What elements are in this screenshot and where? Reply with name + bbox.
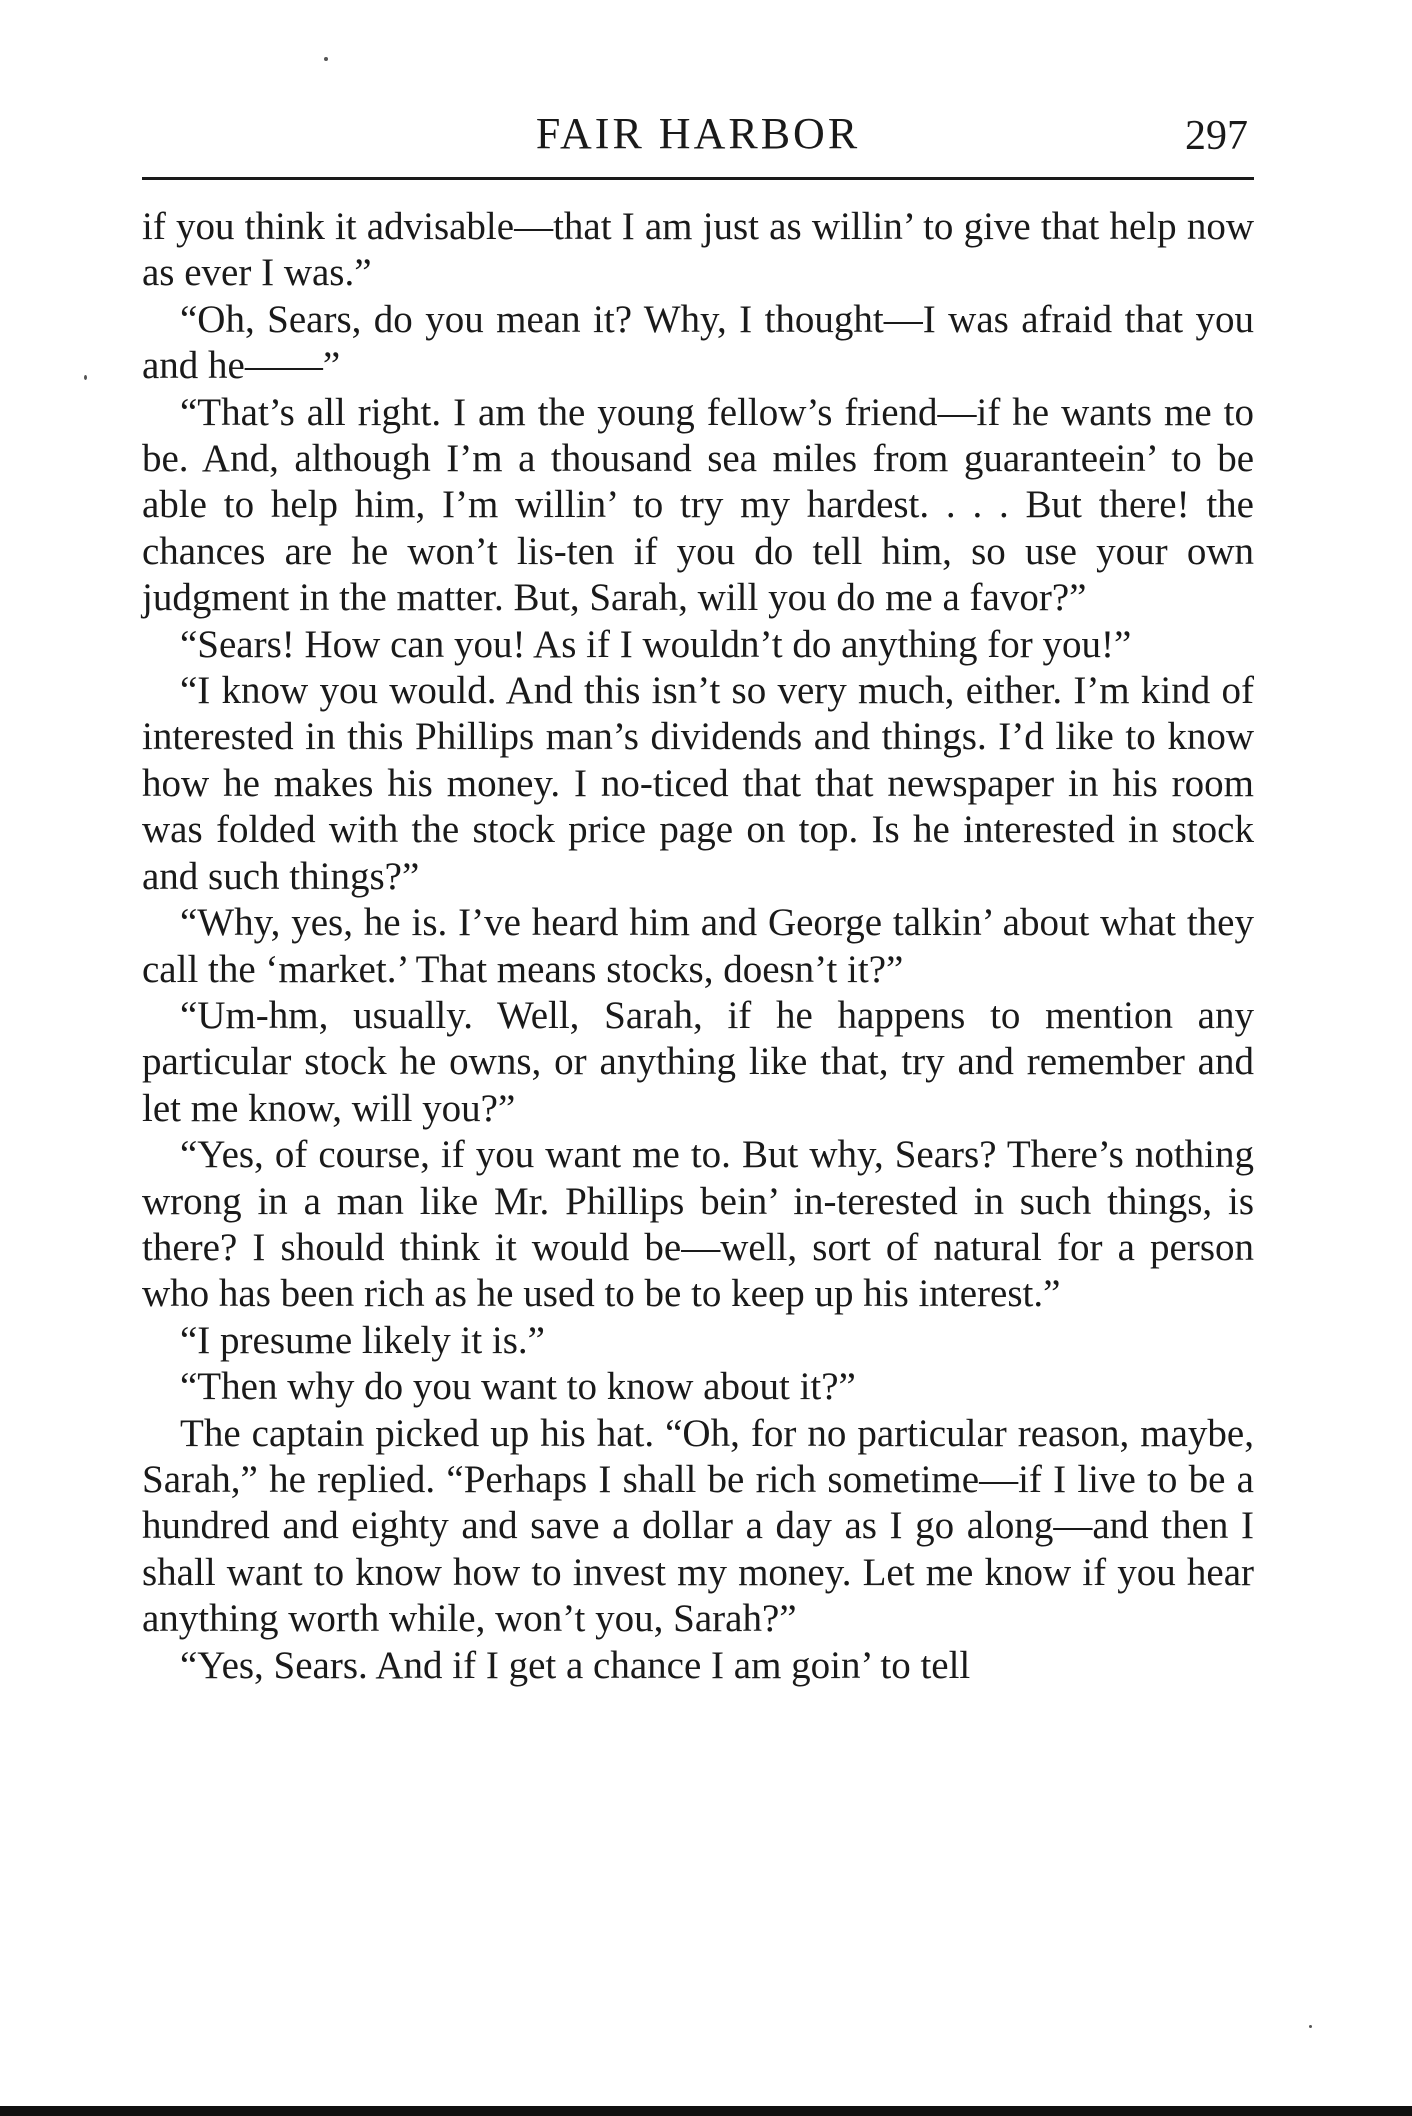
- paragraph: “I know you would. And this isn’t so very much, either. I’m kind of interested in this Phillips man’s dividends and things. I’d like to know how he makes his money. I no-ticed that that newspaper in his room was folded with the stock price page on top. Is he interested in stock and such things?”: [142, 669, 1254, 898]
- stray-mark: [84, 375, 87, 380]
- page-header: [142, 100, 1254, 180]
- scan-bottom-edge: [0, 2106, 1412, 2116]
- paragraph: “Um-hm, usually. Well, Sarah, if he happens to mention any particular stock he owns, or anything like that, try and remember and let me know, will you?”: [142, 993, 1254, 1130]
- running-title: FAIR HARBOR: [535, 109, 861, 158]
- stray-mark: [1309, 2025, 1312, 2028]
- body-text: [142, 204, 1254, 1689]
- paragraph: “Yes, Sears. And if I get a chance I am goin’ to tell: [180, 1643, 971, 1687]
- paragraph: “Why, yes, he is. I’ve heard him and George talkin’ about what they call the ‘market.’ That means stocks, doesn’t it?”: [142, 901, 1254, 991]
- paragraph: “Yes, of course, if you want me to. But why, Sears? There’s nothing wrong in a man like Mr. Phillips bein’ in-terested in such things, is there? I should think it would be—well, sort of natural for a person who has been rich as he used to be to keep up his interest.”: [142, 1133, 1254, 1316]
- paragraph: “Sears! How can you! As if I wouldn’t do anything for you!”: [180, 622, 1132, 666]
- paragraph: “I presume likely it is.”: [180, 1318, 545, 1362]
- paragraph: “That’s all right. I am the young fellow’s friend—if he wants me to be. And, although I’m a thousand sea miles from guaranteein’ to be able to help him, I’m willin’ to try my hardest. . . . But there! the chances are he won’t lis-ten if you do tell him, so use your own judgment in the matter. But, Sarah, will you do me a favor?”: [142, 390, 1254, 620]
- paragraph: The captain picked up his hat. “Oh, for no particular reason, maybe, Sarah,” he replied. “Perhaps I shall be rich sometime—if I live to be a hundred and eighty and save a dollar a day as I go along—and then I shall want to know how to invest my money. Let me know if you hear anything worth while, won’t you, Sarah?”: [142, 1411, 1254, 1641]
- paragraph: “Oh, Sears, do you mean it? Why, I thought—I was afraid that you and he——”: [142, 297, 1254, 388]
- header-rule: [142, 177, 1254, 180]
- page-number: 297: [1185, 113, 1248, 159]
- stray-mark: [324, 57, 328, 61]
- paragraph: if you think it advisable—that I am just as willin’ to give that help now as ever I was.”: [142, 205, 1254, 295]
- paragraph: “Then why do you want to know about it?”: [180, 1365, 856, 1409]
